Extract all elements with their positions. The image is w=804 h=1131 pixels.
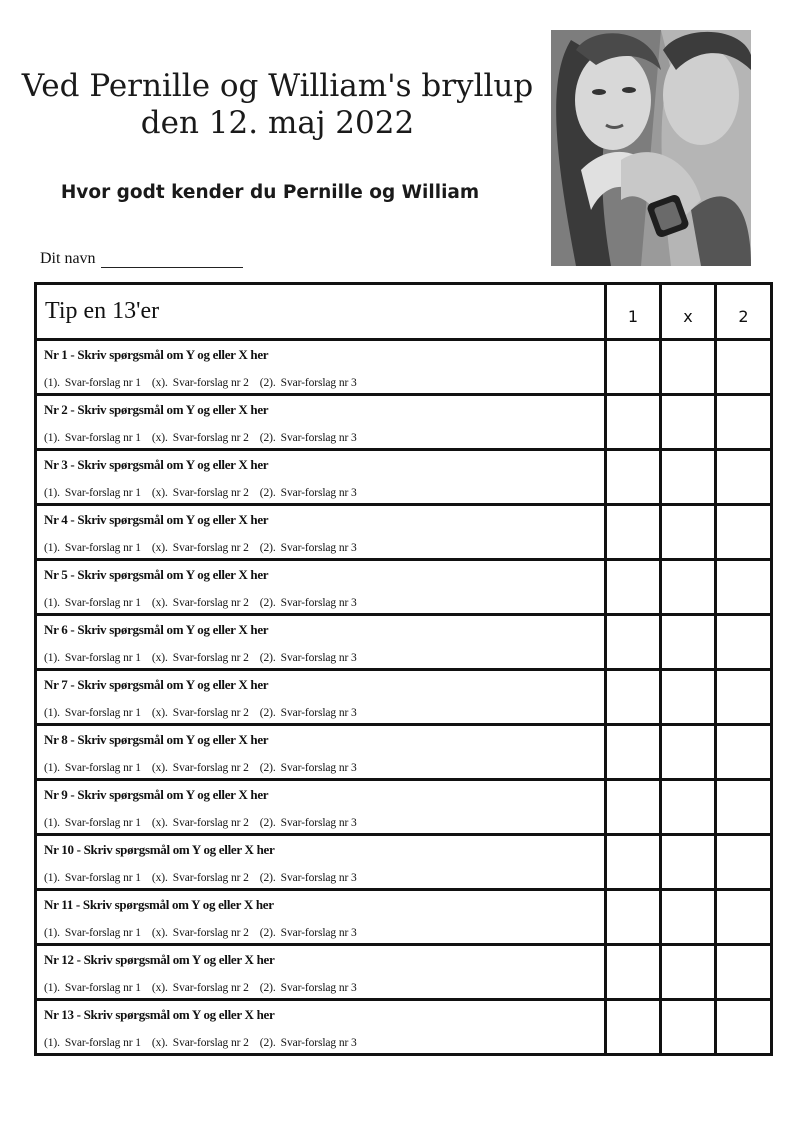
answer-key-x: (x).	[151, 982, 168, 994]
answer-option-1: Svar-forslag nr 1	[64, 872, 141, 884]
answer-key-2: (2).	[259, 542, 276, 554]
question-text: Nr 4 - Skriv spørgsmål om Y og eller X her	[44, 512, 269, 527]
answer-key-x: (x).	[151, 597, 168, 609]
answer-box-x[interactable]	[661, 725, 716, 780]
answer-option-x: Svar-forslag nr 2	[172, 432, 249, 444]
table-row	[36, 395, 772, 450]
answer-key-1: (1).	[44, 652, 60, 664]
table-row	[36, 615, 772, 670]
answer-box-1[interactable]	[606, 505, 661, 560]
answer-box-1[interactable]	[606, 945, 661, 1000]
answer-option-x: Svar-forslag nr 2	[172, 1037, 249, 1049]
answer-key-1: (1).	[44, 377, 60, 389]
answer-options	[44, 652, 604, 664]
question-cell	[36, 835, 606, 890]
answer-key-2: (2).	[259, 432, 276, 444]
answer-key-2: (2).	[259, 487, 276, 499]
answer-option-x: Svar-forslag nr 2	[172, 597, 249, 609]
answer-option-1: Svar-forslag nr 1	[64, 652, 141, 664]
answer-option-2: Svar-forslag nr 3	[280, 432, 357, 444]
question-cell	[36, 505, 606, 560]
answer-key-1: (1).	[44, 597, 60, 609]
question-cell	[36, 780, 606, 835]
answer-key-1: (1).	[44, 542, 60, 554]
answer-options	[44, 707, 604, 719]
answer-key-1: (1).	[44, 432, 60, 444]
answer-box-2[interactable]	[716, 340, 772, 395]
answer-key-1: (1).	[44, 762, 60, 774]
answer-option-2: Svar-forslag nr 3	[280, 762, 357, 774]
answer-box-2[interactable]	[716, 670, 772, 725]
answer-option-1: Svar-forslag nr 1	[64, 432, 141, 444]
answer-options	[44, 542, 604, 554]
answer-box-x[interactable]	[661, 340, 716, 395]
question-cell	[36, 1000, 606, 1055]
answer-box-2[interactable]	[716, 1000, 772, 1055]
answer-box-1[interactable]	[606, 725, 661, 780]
table-row	[36, 835, 772, 890]
answer-box-2[interactable]	[716, 725, 772, 780]
answer-key-x: (x).	[151, 432, 168, 444]
answer-option-2: Svar-forslag nr 3	[280, 982, 357, 994]
answer-options	[44, 432, 604, 444]
answer-option-1: Svar-forslag nr 1	[64, 762, 141, 774]
answer-box-2[interactable]	[716, 890, 772, 945]
answer-option-x: Svar-forslag nr 2	[172, 652, 249, 664]
question-cell	[36, 340, 606, 395]
answer-key-2: (2).	[259, 652, 276, 664]
answer-key-1: (1).	[44, 487, 60, 499]
answer-box-2[interactable]	[716, 615, 772, 670]
answer-key-x: (x).	[151, 652, 168, 664]
answer-box-x[interactable]	[661, 615, 716, 670]
table-header-row	[36, 284, 772, 340]
answer-box-1[interactable]	[606, 450, 661, 505]
question-cell	[36, 615, 606, 670]
answer-option-2: Svar-forslag nr 3	[280, 652, 357, 664]
answer-key-x: (x).	[151, 927, 168, 939]
answer-box-2[interactable]	[716, 945, 772, 1000]
answer-option-2: Svar-forslag nr 3	[280, 1037, 357, 1049]
answer-box-x[interactable]	[661, 890, 716, 945]
table-title: Tip en 13'er	[36, 284, 606, 340]
answer-box-x[interactable]	[661, 395, 716, 450]
answer-option-x: Svar-forslag nr 2	[172, 487, 249, 499]
answer-key-2: (2).	[259, 872, 276, 884]
question-cell	[36, 890, 606, 945]
answer-key-1: (1).	[44, 817, 60, 829]
question-text: Nr 7 - Skriv spørgsmål om Y og eller X her	[44, 677, 269, 692]
answer-box-1[interactable]	[606, 615, 661, 670]
answer-box-1[interactable]	[606, 340, 661, 395]
answer-key-2: (2).	[259, 817, 276, 829]
answer-key-x: (x).	[151, 872, 168, 884]
answer-box-2[interactable]	[716, 450, 772, 505]
question-text: Nr 3 - Skriv spørgsmål om Y og eller X her	[44, 457, 269, 472]
answer-box-x[interactable]	[661, 780, 716, 835]
answer-option-2: Svar-forslag nr 3	[280, 707, 357, 719]
answer-key-x: (x).	[151, 707, 168, 719]
question-text: Nr 10 - Skriv spørgsmål om Y og eller X her	[44, 842, 275, 857]
question-text: Nr 6 - Skriv spørgsmål om Y og eller X her	[44, 622, 269, 637]
answer-key-1: (1).	[44, 982, 60, 994]
answer-box-2[interactable]	[716, 505, 772, 560]
answer-key-2: (2).	[259, 927, 276, 939]
name-field	[40, 250, 243, 268]
question-text: Nr 8 - Skriv spørgsmål om Y og eller X her	[44, 732, 269, 747]
question-cell	[36, 670, 606, 725]
answer-key-x: (x).	[151, 487, 168, 499]
answer-option-1: Svar-forslag nr 1	[64, 487, 141, 499]
answer-key-2: (2).	[259, 597, 276, 609]
name-label: Dit navn	[40, 250, 96, 267]
page-title	[20, 68, 535, 142]
name-input-line[interactable]	[101, 253, 243, 268]
answer-box-x[interactable]	[661, 560, 716, 615]
table-row	[36, 780, 772, 835]
answer-key-1: (1).	[44, 872, 60, 884]
answer-option-1: Svar-forslag nr 1	[64, 542, 141, 554]
answer-box-1[interactable]	[606, 560, 661, 615]
answer-option-2: Svar-forslag nr 3	[280, 817, 357, 829]
answer-key-2: (2).	[259, 707, 276, 719]
question-text: Nr 9 - Skriv spørgsmål om Y og eller X her	[44, 787, 269, 802]
question-cell	[36, 395, 606, 450]
answer-box-1[interactable]	[606, 1000, 661, 1055]
answer-key-x: (x).	[151, 542, 168, 554]
answer-box-1[interactable]	[606, 395, 661, 450]
answer-option-1: Svar-forslag nr 1	[64, 597, 141, 609]
answer-key-2: (2).	[259, 982, 276, 994]
title-line-1: Ved Pernille og William's bryllup	[21, 68, 534, 104]
answer-box-x[interactable]	[661, 835, 716, 890]
answer-box-2[interactable]	[716, 395, 772, 450]
table-row	[36, 505, 772, 560]
question-text: Nr 12 - Skriv spørgsmål om Y og eller X her	[44, 952, 275, 967]
answer-box-1[interactable]	[606, 835, 661, 890]
answer-box-1[interactable]	[606, 890, 661, 945]
answer-option-x: Svar-forslag nr 2	[172, 872, 249, 884]
answer-option-2: Svar-forslag nr 3	[280, 377, 357, 389]
column-header-2: 2	[716, 284, 772, 340]
title-line-2: den 12. maj 2022	[140, 105, 415, 141]
answer-options	[44, 762, 604, 774]
answer-option-x: Svar-forslag nr 2	[172, 762, 249, 774]
answer-option-1: Svar-forslag nr 1	[64, 377, 141, 389]
answer-options	[44, 872, 604, 884]
tip-table	[34, 282, 773, 1056]
page-subtitle: Hvor godt kender du Pernille og William	[60, 182, 480, 203]
answer-options	[44, 597, 604, 609]
question-text: Nr 1 - Skriv spørgsmål om Y og eller X her	[44, 347, 269, 362]
answer-box-2[interactable]	[716, 560, 772, 615]
table-row	[36, 340, 772, 395]
column-header-x: x	[661, 284, 716, 340]
answer-option-x: Svar-forslag nr 2	[172, 927, 249, 939]
table-row	[36, 450, 772, 505]
answer-option-2: Svar-forslag nr 3	[280, 487, 357, 499]
table-row	[36, 1000, 772, 1055]
answer-option-x: Svar-forslag nr 2	[172, 377, 249, 389]
answer-key-1: (1).	[44, 927, 60, 939]
column-header-1: 1	[606, 284, 661, 340]
answer-options	[44, 377, 604, 389]
answer-key-2: (2).	[259, 377, 276, 389]
answer-option-2: Svar-forslag nr 3	[280, 542, 357, 554]
answer-key-1: (1).	[44, 707, 60, 719]
question-cell	[36, 450, 606, 505]
answer-box-x[interactable]	[661, 505, 716, 560]
answer-option-x: Svar-forslag nr 2	[172, 707, 249, 719]
answer-key-x: (x).	[151, 762, 168, 774]
answer-options	[44, 982, 604, 994]
answer-key-x: (x).	[151, 377, 168, 389]
answer-box-2[interactable]	[716, 835, 772, 890]
answer-option-2: Svar-forslag nr 3	[280, 872, 357, 884]
answer-option-1: Svar-forslag nr 1	[64, 982, 141, 994]
answer-box-x[interactable]	[661, 1000, 716, 1055]
answer-options	[44, 487, 604, 499]
answer-options	[44, 817, 604, 829]
answer-option-1: Svar-forslag nr 1	[64, 1037, 141, 1049]
answer-box-x[interactable]	[661, 670, 716, 725]
answer-option-x: Svar-forslag nr 2	[172, 982, 249, 994]
question-cell	[36, 560, 606, 615]
answer-box-1[interactable]	[606, 780, 661, 835]
answer-options	[44, 927, 604, 939]
question-text: Nr 5 - Skriv spørgsmål om Y og eller X her	[44, 567, 269, 582]
table-row	[36, 945, 772, 1000]
answer-key-x: (x).	[151, 817, 168, 829]
table-row	[36, 670, 772, 725]
answer-box-x[interactable]	[661, 945, 716, 1000]
question-text: Nr 11 - Skriv spørgsmål om Y og eller X her	[44, 897, 274, 912]
table-row	[36, 890, 772, 945]
couple-photo	[551, 30, 751, 266]
question-text: Nr 13 - Skriv spørgsmål om Y og eller X her	[44, 1007, 275, 1022]
answer-option-1: Svar-forslag nr 1	[64, 927, 141, 939]
question-cell	[36, 725, 606, 780]
answer-option-1: Svar-forslag nr 1	[64, 817, 141, 829]
answer-box-2[interactable]	[716, 780, 772, 835]
answer-key-2: (2).	[259, 762, 276, 774]
answer-option-x: Svar-forslag nr 2	[172, 542, 249, 554]
answer-options	[44, 1037, 604, 1049]
answer-option-2: Svar-forslag nr 3	[280, 927, 357, 939]
answer-box-1[interactable]	[606, 670, 661, 725]
answer-option-2: Svar-forslag nr 3	[280, 597, 357, 609]
couple-photo-icon	[551, 30, 751, 266]
answer-option-1: Svar-forslag nr 1	[64, 707, 141, 719]
answer-box-x[interactable]	[661, 450, 716, 505]
answer-key-2: (2).	[259, 1037, 276, 1049]
table-row	[36, 560, 772, 615]
answer-key-x: (x).	[151, 1037, 168, 1049]
answer-option-x: Svar-forslag nr 2	[172, 817, 249, 829]
table-row	[36, 725, 772, 780]
answer-key-1: (1).	[44, 1037, 60, 1049]
question-cell	[36, 945, 606, 1000]
question-text: Nr 2 - Skriv spørgsmål om Y og eller X her	[44, 402, 269, 417]
